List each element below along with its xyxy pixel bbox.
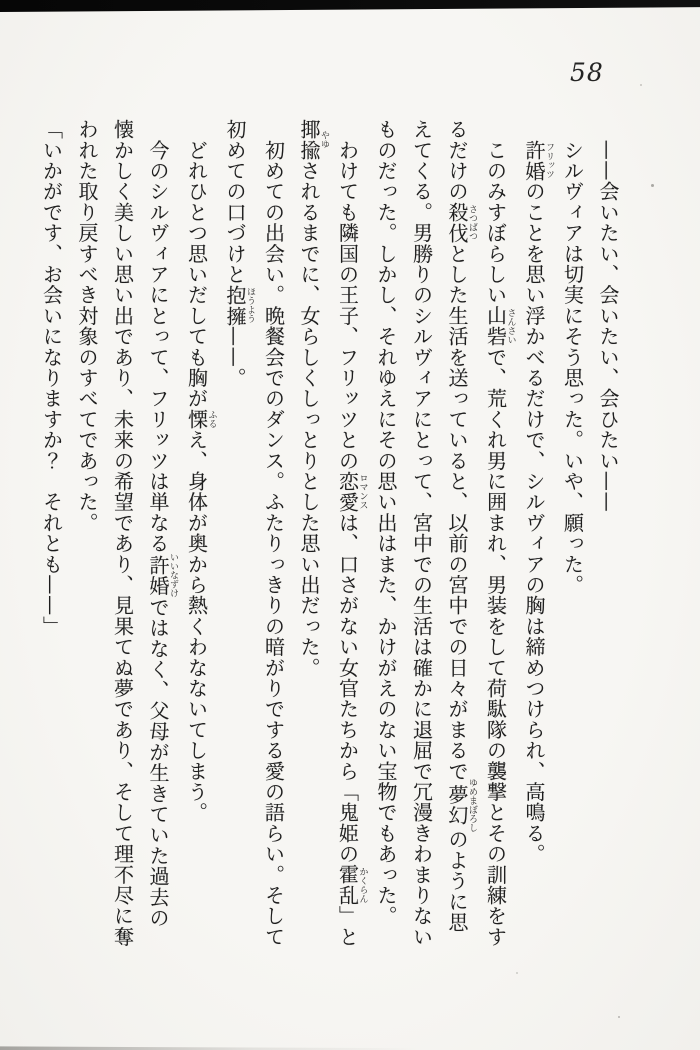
text-column-7: ものだった。しかし、それゆえにその思い出はまた、かけがえのない宝物でもあった。 bbox=[374, 119, 398, 927]
furigana-ruby: 恋愛ロマンス bbox=[335, 470, 368, 513]
furigana-ruby: 慄ふる bbox=[184, 408, 217, 430]
text-column-10: 初めての出会い。晩餐会でのダンス。ふたりっきりの暗がりでする愛の語らい。そして bbox=[261, 119, 286, 947]
text-column-6: えてくる。男勝りのシルヴィアにとって、宮中での生活は確かに退屈で冗漫きわまりない bbox=[409, 119, 434, 947]
furigana-ruby: 山砦さんさい bbox=[483, 305, 516, 347]
scan-speck bbox=[516, 972, 518, 974]
furigana-ruby: 許婚フリッツ bbox=[522, 139, 554, 182]
text-column-1: ——会いたい、会いたい、会ひたい—— bbox=[596, 119, 620, 513]
text-column-16: 「いかがです、お会いになりますか？ それとも——」 bbox=[39, 119, 64, 637]
text-block bbox=[33, 119, 625, 961]
text-column-9: 揶揄やゆされるまでに、女らしくしっとりとした思い出だった。 bbox=[297, 119, 329, 678]
scan-border-top bbox=[0, 0, 700, 13]
furigana-ruby: 霍乱かくらん bbox=[335, 864, 368, 906]
text-column-14: 懐かしく美しい思い出であり、未来の希望であり、見果てぬ夢であり、そして理不尽に奪 bbox=[110, 119, 135, 947]
page-number: 58 bbox=[570, 58, 604, 87]
scan-speck bbox=[651, 184, 654, 187]
scan-speck bbox=[618, 1016, 620, 1018]
text-column-5: るだけの殺伐さつばつとした生活を送っていると、以前の宮中での日々がまるで夢幻ゆめまぼろしのように思 bbox=[445, 119, 477, 933]
furigana-ruby: 抱擁ほうよう bbox=[223, 284, 255, 327]
furigana-ruby: 許婚いいなずけ bbox=[146, 552, 178, 598]
scan-border-bottom bbox=[0, 1044, 420, 1050]
text-column-12: どれひとつ思いだしても胸が慄ふるえ、身体が奥から熱くわなないてしまう。 bbox=[184, 119, 217, 823]
text-column-11: 初めての口づけと抱擁ほうよう——。 bbox=[223, 119, 255, 389]
scan-speck bbox=[640, 84, 642, 86]
furigana-ruby: 殺伐さつばつ bbox=[445, 201, 477, 244]
text-column-8: わけても隣国の王子、フリッツとの恋愛ロマンスは、口さがない女官たちから「鬼姫の霍乱かくらん」と bbox=[335, 119, 368, 948]
text-column-15: われた取り戻すべき対象のすべてであった。 bbox=[75, 119, 99, 533]
text-column-3: 許婚フリッツのことを思い浮かべるだけで、シルヴィアの胸は締めつけられ、高鳴る。 bbox=[522, 139, 554, 865]
text-column-4: このみすぼらしい山砦さんさいで、荒くれ男に囲まれ、男装をして荷駄隊の襲撃とその訓練をす bbox=[483, 119, 516, 948]
furigana-ruby: 夢幻ゆめまぼろし bbox=[445, 778, 477, 833]
text-column-2: シルヴィアは切実にそう思った。いや、願った。 bbox=[560, 119, 585, 596]
text-column-13: 今のシルヴィアにとって、フリッツは単なる許婚いいなずけではなく、父母が生きていた過去の bbox=[146, 119, 178, 929]
furigana-ruby: 揶揄やゆ bbox=[297, 119, 329, 161]
